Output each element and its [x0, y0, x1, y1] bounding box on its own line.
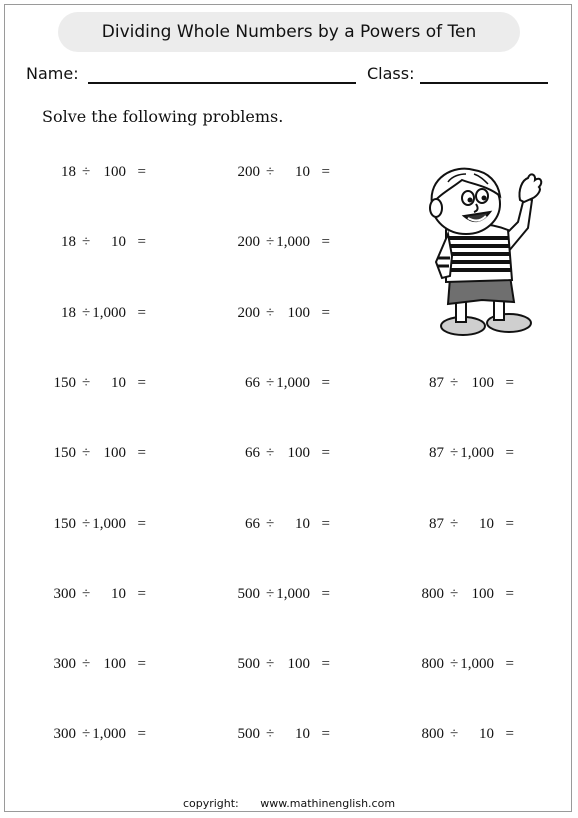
dividend: 18 — [61, 234, 76, 251]
divisor: 100 — [287, 445, 310, 462]
dividend: 150 — [53, 374, 76, 391]
division-sign: ÷ — [450, 445, 459, 462]
division-problem — [16, 234, 146, 254]
equals-sign: = — [137, 445, 146, 462]
division-problem — [16, 586, 146, 606]
dividend: 500 — [237, 585, 260, 602]
equals-sign: = — [137, 515, 146, 532]
division-sign: ÷ — [450, 656, 459, 673]
equals-sign: = — [321, 304, 330, 321]
division-problem — [384, 445, 514, 465]
dividend: 800 — [421, 726, 444, 743]
division-problem — [200, 445, 330, 465]
dividend: 300 — [53, 585, 76, 602]
division-problem — [200, 656, 330, 676]
worksheet-title-text: Dividing Whole Numbers by a Powers of Ten — [101, 22, 477, 42]
divisor: 1,000 — [276, 234, 310, 251]
equals-sign: = — [505, 726, 514, 743]
equals-sign: = — [321, 445, 330, 462]
divisor: 100 — [103, 445, 126, 462]
division-sign: ÷ — [82, 445, 91, 462]
divisor: 10 — [295, 164, 310, 180]
divisor: 1,000 — [276, 374, 310, 391]
division-sign: ÷ — [450, 585, 459, 602]
dividend: 150 — [53, 515, 76, 532]
dividend: 200 — [237, 304, 260, 321]
division-sign: ÷ — [82, 726, 91, 743]
division-problem — [384, 375, 514, 395]
division-sign: ÷ — [266, 304, 275, 321]
equals-sign: = — [321, 515, 330, 532]
equals-sign: = — [505, 585, 514, 602]
problem-row — [0, 375, 578, 395]
division-sign: ÷ — [266, 374, 275, 391]
equals-sign: = — [505, 374, 514, 391]
dividend: 500 — [237, 656, 260, 673]
division-sign: ÷ — [450, 374, 459, 391]
division-problem — [384, 656, 514, 676]
division-problem — [200, 164, 330, 184]
division-sign: ÷ — [266, 515, 275, 532]
division-sign: ÷ — [82, 656, 91, 673]
divisor: 100 — [103, 656, 126, 673]
divisor: 1,000 — [276, 585, 310, 602]
division-sign: ÷ — [82, 374, 91, 391]
divisor: 100 — [103, 164, 126, 180]
divisor: 10 — [111, 585, 126, 602]
name-blank-line[interactable] — [88, 82, 356, 84]
divisor: 10 — [479, 515, 494, 532]
division-problem — [16, 305, 146, 325]
divisor: 10 — [479, 726, 494, 743]
equals-sign: = — [321, 726, 330, 743]
division-problem — [16, 516, 146, 536]
equals-sign: = — [137, 726, 146, 743]
footer — [0, 797, 578, 810]
equals-sign: = — [137, 374, 146, 391]
equals-sign: = — [137, 164, 146, 180]
division-problem — [16, 164, 146, 184]
division-problem — [200, 516, 330, 536]
division-problem — [384, 726, 514, 746]
dividend: 66 — [245, 445, 260, 462]
divisor: 1,000 — [460, 445, 494, 462]
division-problem — [200, 234, 330, 254]
division-sign: ÷ — [82, 515, 91, 532]
dividend: 300 — [53, 656, 76, 673]
equals-sign: = — [505, 515, 514, 532]
divisor: 1,000 — [92, 726, 126, 743]
division-problem — [384, 586, 514, 606]
division-problem — [200, 375, 330, 395]
divisor: 10 — [295, 726, 310, 743]
dividend: 87 — [429, 445, 444, 462]
equals-sign: = — [137, 304, 146, 321]
equals-sign: = — [505, 445, 514, 462]
equals-sign: = — [321, 164, 330, 180]
dividend: 18 — [61, 304, 76, 321]
divisor: 10 — [295, 515, 310, 532]
division-sign: ÷ — [266, 164, 275, 180]
problem-row — [0, 586, 578, 606]
division-problem — [200, 305, 330, 325]
equals-sign: = — [321, 234, 330, 251]
problem-row — [0, 726, 578, 746]
copyright-label: copyright: — [182, 797, 239, 810]
division-sign: ÷ — [82, 234, 91, 251]
equals-sign: = — [137, 234, 146, 251]
dividend: 200 — [237, 164, 260, 180]
division-sign: ÷ — [266, 234, 275, 251]
dividend: 200 — [237, 234, 260, 251]
name-class-row — [26, 64, 548, 86]
division-problem — [16, 656, 146, 676]
problem-row — [0, 516, 578, 536]
dividend: 66 — [245, 515, 260, 532]
division-problem — [16, 445, 146, 465]
name-label: Name: — [26, 64, 79, 83]
divisor: 100 — [471, 585, 494, 602]
division-sign: ÷ — [450, 726, 459, 743]
divisor: 10 — [111, 234, 126, 251]
divisor: 100 — [471, 374, 494, 391]
worksheet-title — [58, 12, 520, 52]
equals-sign: = — [321, 656, 330, 673]
class-label: Class: — [367, 64, 415, 83]
division-problem — [16, 375, 146, 395]
dividend: 150 — [53, 445, 76, 462]
website-link[interactable]: www.mathinenglish.com — [260, 797, 396, 810]
division-problem — [200, 586, 330, 606]
dividend: 800 — [421, 656, 444, 673]
problem-row — [0, 445, 578, 465]
divisor: 10 — [111, 374, 126, 391]
division-sign: ÷ — [82, 304, 91, 321]
dividend: 18 — [61, 164, 76, 180]
division-problem — [200, 726, 330, 746]
dividend: 87 — [429, 374, 444, 391]
division-problem — [384, 516, 514, 536]
divisor: 100 — [287, 304, 310, 321]
divisor: 1,000 — [92, 515, 126, 532]
division-sign: ÷ — [450, 515, 459, 532]
equals-sign: = — [137, 585, 146, 602]
division-sign: ÷ — [82, 164, 91, 180]
division-sign: ÷ — [266, 445, 275, 462]
division-problem — [16, 726, 146, 746]
equals-sign: = — [321, 585, 330, 602]
dividend: 300 — [53, 726, 76, 743]
dividend: 500 — [237, 726, 260, 743]
divisor: 1,000 — [92, 304, 126, 321]
division-sign: ÷ — [82, 585, 91, 602]
dividend: 66 — [245, 374, 260, 391]
equals-sign: = — [505, 656, 514, 673]
dividend: 800 — [421, 585, 444, 602]
instructions: Solve the following problems. — [42, 107, 284, 126]
equals-sign: = — [137, 656, 146, 673]
divisor: 1,000 — [460, 656, 494, 673]
division-sign: ÷ — [266, 585, 275, 602]
class-blank-line[interactable] — [420, 82, 548, 84]
divisor: 100 — [287, 656, 310, 673]
division-sign: ÷ — [266, 726, 275, 743]
equals-sign: = — [321, 374, 330, 391]
problem-row — [0, 656, 578, 676]
division-sign: ÷ — [266, 656, 275, 673]
waving-boy-illustration — [418, 160, 544, 345]
dividend: 87 — [429, 515, 444, 532]
